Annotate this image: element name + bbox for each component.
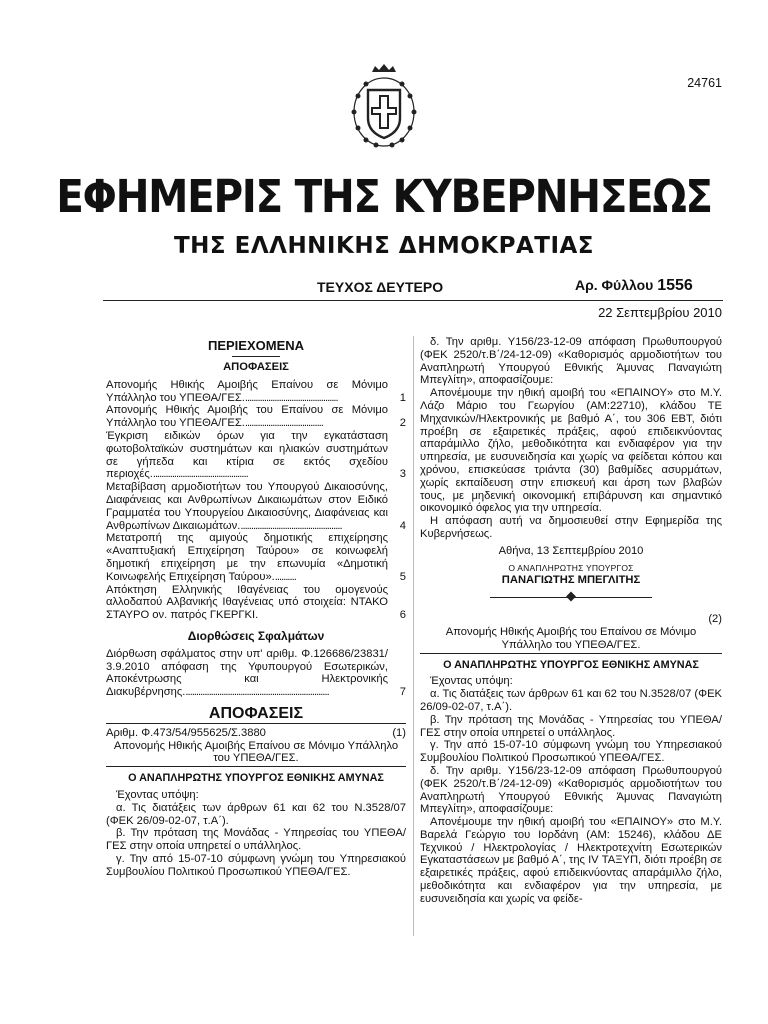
errata-heading: Διορθώσεις Σφαλμάτων (187, 628, 325, 643)
section-separator (420, 593, 722, 603)
decision-1-para: α. Τις διατάξεις των άρθρων 61 και 62 του Ν.3528/07 (ΦΕΚ 26/09-02-07, τ.Α΄). (106, 801, 406, 827)
decision-2-para: β. Την πρόταση της Μονάδας - Υπηρεσίας του ΥΠΕΘΑ/ΓΕΣ στην οποία υπηρετεί ο υπάλληλος. (420, 713, 722, 739)
decision-1-para: δ. Την αριθμ. Υ156/23-12-09 απόφαση Πρωθυπουργού (ΦΕΚ 2520/τ.Β΄/24-12-09) «Καθορισμός αρμοδιοτήτων του Αναπληρωτή Υπουργού Εθνικής Άμυνας Παναγιώτη Μπεγλίτη», αποφασίζουμε: (420, 336, 722, 387)
decision-1-ref: Αριθμ. Φ.473/54/955625/Σ.3880 (106, 726, 266, 739)
decisions-rule (106, 723, 406, 724)
column-divider (413, 336, 414, 936)
decision-1-title: Απονομής Ηθικής Αμοιβής Επαίνου σε Μόνιμο Υπάλληλο του ΥΠΕΘΑ/ΓΕΣ. (113, 739, 399, 765)
toc-item-page: 3 (399, 468, 406, 481)
toc-item[interactable] (106, 584, 406, 622)
decision-1-signer-name: ΠΑΝΑΓΙΩΤΗΣ ΜΠΕΓΛΙΤΗΣ (501, 574, 641, 587)
decision-1-para: Η απόφαση αυτή να δημοσιευθεί στην Εφημερίδα της Κυβερνήσεως. (420, 515, 722, 540)
toc-heading-rule (232, 356, 280, 357)
decision-2-para: α. Τις διατάξεις των άρθρων 61 και 62 του Ν.3528/07 (ΦΕΚ 26/09-02-07, τ.Α΄). (420, 688, 722, 713)
toc-item-page: 2 (399, 417, 406, 430)
sheet-label: Αρ. Φύλλου (575, 277, 654, 293)
decision-1-authority: Ο ΑΝΑΠΛΗΡΩΤΗΣ ΥΠΟΥΡΓΟΣ ΕΘΝΙΚΗΣ ΑΜΥΝΑΣ (128, 772, 384, 785)
toc-item[interactable]: Έγκριση ειδικών όρων για την εγκατάσταση φωτοβολταϊκών συστημάτων και ηλιακών συστημάτων σε γήπεδα και κτίρια σε εκτός σχεδίου περιοχές.............................................. 3 (106, 429, 406, 481)
right-column (420, 336, 722, 906)
decision-2-para: Απονέμουμε την ηθική αμοιβή του «ΕΠΑΙΝΟΥ» στο Μ.Υ. Βαρελά Γεώργιο του Ιορδάνη (ΑΜ: 15246), κλάδου ΔΕ Τεχνικού / Ηλεκτρολογίας / Ηλεκτροτεχνίτη Εσωτερικών Εγκαταστάσεων με βαθμό Α΄, της IV ΤΑΞΥΠ, διότι προέβη σε εξαιρετικές πράξεις, αφού επιδεικνύοντας απαράμιλλο ζήλο, μεθοδικότητα και ενδιαφέρον για την υπηρεσία, με ευσυνειδησία και χωρίς να φείδε- (420, 816, 722, 905)
toc-item[interactable]: Μετατροπή της αμιγούς δημοτικής επιχείρησης «Αναπτυξιακή Επιχείρηση Ταύρου» σε κοινωφελή δημοτική επιχείρηση με την επωνυμία «Δημοτική Κοινωφελής Επιχείρηση Ταύρου»........... 5 (106, 532, 406, 583)
toc-item-text: Μετατροπή της αμιγούς δημοτικής επιχείρησης «Αναπτυξιακή Επιχείρηση Ταύρου» σε κοινωφελή δημοτική επιχείρηση με την επωνυμία «Δημοτική Κοινωφελής Επιχείρηση Ταύρου». (106, 532, 388, 583)
decision-2-para: γ. Την από 15-07-10 σύμφωνη γνώμη του Υπηρεσιακού Συμβουλίου Πολιτικού Προσωπικού ΥΠΕΘΑ/ΓΕΣ. (420, 739, 722, 765)
diamond-ornament (566, 592, 576, 602)
toc-subheading: ΑΠΟΦΑΣΕΙΣ (223, 361, 289, 373)
toc-item-text: Μεταβίβαση αρμοδιοτήτων του Υπουργού Δικαιοσύνης, Διαφάνειας και Ανθρωπίνων Δικαιωμάτων στον Ειδικό Γραμματέα του Υπουργείου Δικαιοσύνης, Διαφάνειας και Ανθρωπίνων Δικαιωμάτων. (106, 481, 388, 532)
decision-2-number: (2) (708, 613, 722, 626)
left-column (106, 338, 406, 878)
toc-item[interactable]: Απονομής Ηθικής Αμοιβής Επαίνου σε Μόνιμο Υπάλληλο του ΥΠΕΘΑ/ΓΕΣ............................................. 1 (106, 378, 406, 404)
issue-label: ΤΕΥΧΟΣ ΔΕΥΤΕΡΟ (317, 279, 444, 295)
gazette-title: ΕΦΗΜΕΡΙΣ ΤΗΣ ΚΥΒΕΡΝΗΣΕΩΣ (56, 170, 712, 223)
decision-2-para: Έχοντας υπόψη: (430, 675, 513, 688)
decisions-heading: ΑΠΟΦΑΣΕΙΣ (208, 704, 304, 722)
decision-1-para: Έχοντας υπόψη: (116, 788, 199, 801)
toc-heading: ΠΕΡΙΕΧΟΜΕΝΑ (207, 338, 305, 353)
toc-item-text: Διόρθωση σφάλματος στην υπ' αριθμ. Φ.126686/23831/ 3.9.2010 απόφαση της Υφυπουργού Εσωτερικών, Αποκέντρωσης και Ηλεκτρονικής Διακυβέρνησης. (106, 647, 388, 699)
decision-1-ref-row (106, 727, 406, 740)
decision-1-title-rule (106, 766, 406, 767)
toc-item-page: 5 (399, 570, 406, 583)
decision-2-para: δ. Την αριθμ. Υ156/23-12-09 απόφαση Πρωθυπουργού (ΦΕΚ 2520/τ.Β΄/24-12-09) «Καθορισμός αρμοδιοτήτων του Αναπληρωτή Υπουργού Εθνικής Άμυνας Παναγιώτη Μπεγλίτη», αποφασίζουμε: (420, 764, 722, 816)
decision-1-place-date: Αθήνα, 13 Σεπτεμβρίου 2010 (498, 544, 644, 557)
toc-item-text: Απονομής Ηθικής Αμοιβής Επαίνου σε Μόνιμο Υπάλληλο του ΥΠΕΘΑ/ΓΕΣ. (106, 378, 388, 404)
toc-item-page: 7 (399, 686, 406, 699)
toc-item[interactable]: Διόρθωση σφάλματος στην υπ' αριθμ. Φ.126686/23831/ 3.9.2010 απόφαση της Υφυπουργού Εσωτερικών, Αποκέντρωσης και Ηλεκτρονικής Διακυβέρνησης..................................................................... 7 (106, 647, 406, 699)
toc-item-text: Έγκριση ειδικών όρων για την εγκατάσταση φωτοβολταϊκών συστημάτων και ηλιακών συστημάτων σε γήπεδα και κτίρια σε εκτός σχεδίου περιοχές. (106, 429, 388, 481)
coat-of-arms-emblem (342, 62, 426, 152)
toc-item-text: Απόκτηση Ελληνικής Ιθαγένειας του ομογενούς αλλοδαπού Αλβανικής Ιθαγένειας υπό στοιχεία: ΝΤΑΚΟ ΣΤΑΥΡΟ ον. πατρός ΓΚΕΡΓΚΙ. (106, 583, 388, 622)
toc-item-text: Απονομής Ηθικής Αμοιβής του Επαίνου σε Μόνιμο Υπάλληλο του ΥΠΕΘΑ/ΓΕΣ. (106, 404, 388, 430)
decision-1-number: (1) (392, 726, 406, 739)
decision-2-authority: Ο ΑΝΑΠΛΗΡΩΤΗΣ ΥΠΟΥΡΓΟΣ ΕΘΝΙΚΗΣ ΑΜΥΝΑΣ (443, 658, 699, 671)
issue-date: 22 Σεπτεμβρίου 2010 (598, 305, 722, 320)
toc-item[interactable]: Μεταβίβαση αρμοδιοτήτων του Υπουργού Δικαιοσύνης, Διαφάνειας και Ανθρωπίνων Δικαιωμάτων στον Ειδικό Γραμματέα του Υπουργείου Δικαιοσύνης, Διαφάνειας και Ανθρωπίνων Δικαιωμάτων................................................. 4 (106, 481, 406, 532)
decision-2-title: Απονομής Ηθικής Αμοιβής του Επαίνου σε Μόνιμο Υπάλληλο του ΥΠΕΘΑ/ΓΕΣ. (445, 625, 697, 651)
toc-item-page: 1 (399, 391, 406, 404)
toc-item-page: 6 (399, 609, 406, 622)
decision-2-title-rule (420, 653, 722, 654)
toc-item[interactable]: Απονομής Ηθικής Αμοιβής του Επαίνου σε Μόνιμο Υπάλληλο του ΥΠΕΘΑ/ΓΕΣ...................................... 2 (106, 404, 406, 430)
header-rule (103, 300, 723, 301)
decision-1-para: Απονέμουμε την ηθική αμοιβή του «ΕΠΑΙΝΟΥ» στο Μ.Υ. Λάζο Μάριο του Γεωργίου (ΑΜ:22710), κλάδου ΤΕ Μηχανικών/Ηλεκτρονικής με βαθμό Α΄, του 306 ΕΒΤ, διότι προέβη σε εξαιρετικές πράξεις, αφού επιδεικνύοντας απαράμιλλο ζήλο, μεθοδικότητα και ενδιαφέρον για την υπηρεσία, με ευσυνειδησία και χωρίς να φείδεται κόπου και χρόνου, επισκεύασε τριάντα (30) βαθμίδες ασυρμάτων, χωρίς εκπαίδευση στην επισκευή και άρση των βλαβών τους, με μηδενική οικονομική επιβάρυνση και σημαντικό οικονομικό όφελος για την υπηρεσία. (420, 387, 722, 515)
sheet-value: 1556 (657, 277, 693, 294)
sheet-number (575, 277, 693, 295)
gazette-subtitle: ΤΗΣ ΕΛΛΗΝΙΚΗΣ ΔΗΜΟΚΡΑΤΙΑΣ (173, 233, 595, 259)
decision-1-para: γ. Την από 15-07-10 σύμφωνη γνώμη του Υπηρεσιακού Συμβουλίου Πολιτικού Προσωπικού ΥΠΕΘΑ/ΓΕΣ. (106, 852, 406, 878)
decision-1-para: β. Την πρόταση της Μονάδας - Υπηρεσίας του ΥΠΕΘΑ/ΓΕΣ στην οποία υπηρετεί ο υπάλληλος. (106, 827, 406, 853)
decision-1-signer-role: Ο ΑΝΑΠΛΗΡΩΤΗΣ ΥΠΟΥΡΓΟΣ (508, 562, 634, 573)
page-number: 24761 (687, 76, 722, 90)
toc-item-page: 4 (399, 519, 406, 532)
